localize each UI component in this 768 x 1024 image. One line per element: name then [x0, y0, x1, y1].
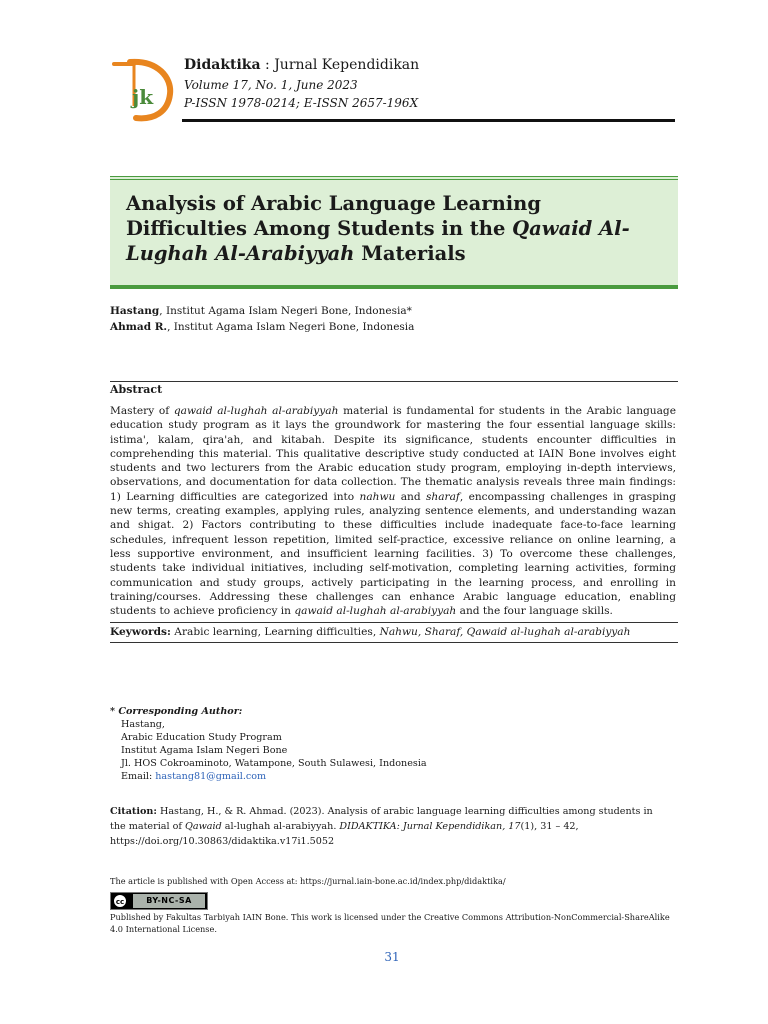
journal-logo	[110, 56, 176, 122]
logo-text: jk	[132, 85, 154, 109]
keywords-rule-top	[110, 622, 678, 623]
keywords	[110, 626, 678, 638]
abstract-heading: Abstract	[110, 383, 163, 396]
title-text-2: Materials	[354, 242, 466, 265]
abstract-text: Mastery of	[110, 405, 174, 417]
email-link[interactable]: hastang81@gmail.com	[155, 771, 267, 782]
abstract-italic: qawaid al-lughah al-arabiyyah	[173, 405, 339, 417]
abstract-text: material is fundamental for students in the Arabic language education study program as it lays the groundwork for mastering the four essential language skills: istima', kalam, qira'ah, and kitabah. Despite its significance, students encounter difficulties in comprehending this material. This qualitative descriptive study conducted at IAIN Bone involves eight students and two lecturers from the Arabic education study program, employing in-depth interviews, observations, and documentation for data collection. The thematic analysis reveals three main findings: 1) Learning difficulties are categorized into	[110, 405, 676, 503]
cc-icon: cc	[113, 894, 127, 908]
citation-text: al-lughah al-arabiyyah.	[221, 821, 340, 832]
open-access-note: The article is published with Open Access at: https://jurnal.iain-bone.ac.id/index.php/didaktika/	[110, 876, 506, 886]
abstract-italic: qawaid al-lughah al-arabiyyah	[294, 605, 457, 618]
page-number: 31	[384, 950, 400, 964]
abstract-rule-top	[110, 381, 678, 382]
cc-badge-text: BY-NC-SA	[133, 894, 205, 908]
corresponding-address: Jl. HOS Cokroaminoto, Watampone, South Sulawesi, Indonesia	[121, 758, 427, 769]
title-box	[110, 176, 678, 289]
abstract-body	[110, 404, 676, 618]
citation-text: Hastang, H., & R. Ahmad. (2023). Analysis of arabic language learning difficulties among students in the material of	[110, 806, 653, 832]
license-text: Published by Fakultas Tarbiyah IAIN Bone. This work is licensed under the Creative Commons Attribution-NonCommercial-ShareAlike 4.0 International License.	[110, 912, 670, 934]
header-rule	[182, 119, 675, 122]
cc-license-badge[interactable]	[110, 892, 208, 910]
keywords-rule-bottom	[110, 642, 678, 643]
article-title	[126, 191, 656, 266]
corresponding-name: Hastang,	[121, 719, 165, 730]
keywords-text: Arabic learning, Learning difficulties,	[170, 626, 380, 638]
author-2-affiliation: , Institut Agama Islam Negeri Bone, Indonesia	[167, 321, 415, 333]
citation-label: Citation:	[110, 806, 157, 817]
abstract-text: and the four language skills.	[456, 605, 613, 618]
author-1-name: Hastang	[110, 305, 160, 317]
corresponding-heading: * Corresponding Author:	[110, 706, 243, 717]
journal-title	[184, 57, 419, 73]
journal-subtitle: : Jurnal Kependidikan	[260, 57, 420, 73]
citation-italic: Qawaid	[184, 821, 222, 832]
corresponding-program: Arabic Education Study Program	[121, 732, 282, 743]
issn-info: P-ISSN 1978-0214; E-ISSN 2657-196X	[184, 96, 419, 110]
volume-info: Volume 17, No. 1, June 2023	[184, 78, 358, 92]
corresponding-institution: Institut Agama Islam Negeri Bone	[121, 745, 288, 756]
author-1	[110, 305, 412, 317]
author-1-affiliation: , Institut Agama Islam Negeri Bone, Indonesia*	[159, 305, 412, 317]
author-2	[110, 321, 414, 333]
abstract-italic: nahwu	[359, 490, 396, 503]
abstract-text: , encompassing challenges in grasping new terms, creating examples, applying rules, analyzing sentence elements, and understanding wazan and shigat. 2) Factors contributing to these difficulties include inadequate face-to-face learning schedules, infrequent lesson repetition, limited self-practice, excessive reliance on online learning, a less supportive environment, and insufficient learning facilities. 3) To overcome these challenges, students take individual initiatives, including self-motivation, completing learning activities, forming communication and study groups, actively participating in the learning process, and enrolling in training/courses. Addressing these challenges can enhance Arabic language education, enabling students to achieve proficiency in	[110, 490, 677, 618]
citation-text: (1), 31 – 42, https://doi.org/10.30863/didaktika.v17i1.5052	[110, 821, 579, 847]
email-label: Email:	[121, 771, 156, 782]
citation	[110, 804, 670, 849]
journal-name: Didaktika	[184, 57, 261, 73]
abstract-italic: sharaf	[425, 490, 460, 503]
keywords-italic: Nahwu, Sharaf, Qawaid al-lughah al-arabiyyah	[379, 626, 631, 638]
keywords-label: Keywords:	[110, 626, 171, 638]
citation-italic: DIDAKTIKA: Jurnal Kependidikan, 17	[339, 821, 521, 832]
title-text-1: Analysis of Arabic Language Learning Difficulties Among Students in the	[126, 192, 541, 240]
corresponding-email	[121, 771, 266, 782]
author-2-name: Ahmad R.	[110, 321, 168, 333]
abstract-text: and	[395, 490, 426, 503]
title-italic: Qawaid Al-Lughah Al-Arabiyyah	[126, 217, 630, 265]
